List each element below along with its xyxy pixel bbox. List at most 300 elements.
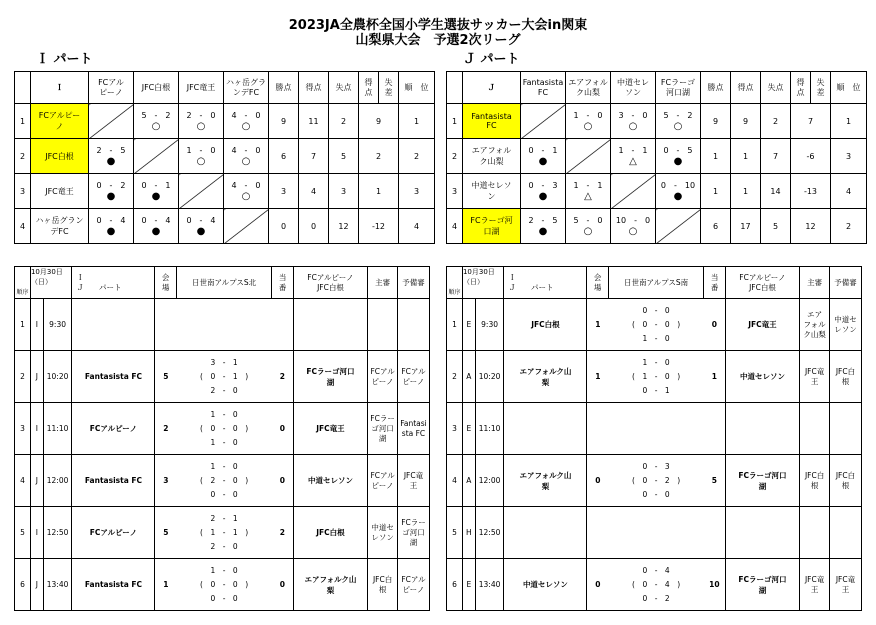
schedule-away-score: 0 <box>272 559 293 611</box>
schedule-row-no: 4 <box>15 455 31 507</box>
standings-points: 0 <box>269 209 299 244</box>
standings-goals-against: 14 <box>761 174 791 209</box>
schedule-date-header: 10月30日（日） <box>462 267 504 299</box>
result-score: 1 - 0 <box>186 146 216 155</box>
schedule-row-no: 1 <box>447 299 463 351</box>
schedule-row-no: 2 <box>447 351 463 403</box>
schedule-away-score: 2 <box>272 351 293 403</box>
result-mark: △ <box>584 191 592 202</box>
schedule-away-team: FCラーゴ河口 湖 <box>725 559 799 611</box>
schedule-home-team: Fantasista FC <box>72 455 155 507</box>
schedule-half-scores <box>608 403 704 455</box>
schedule-time: 12:50 <box>43 507 72 559</box>
schedule-date-header: 10月30日（日） <box>30 267 72 299</box>
schedule-time: 11:10 <box>43 403 72 455</box>
standings-goals-against: 12 <box>329 209 359 244</box>
schedule-home-score: 1 <box>587 351 608 403</box>
result-mark: ○ <box>196 156 206 167</box>
result-mark: ○ <box>673 121 683 132</box>
standings-points: 6 <box>269 139 299 174</box>
schedule-order-header: 順序 <box>15 267 31 299</box>
schedule-away-team: JFC竜王 <box>725 299 799 351</box>
standings-col-header: ハヶ岳グラ ンデFC <box>224 72 269 104</box>
schedule-part: J <box>30 559 43 611</box>
schedule-part-header: Ｉ Ｊ パート <box>72 267 155 299</box>
schedule-away-score: 0 <box>704 299 725 351</box>
standings-stat-header: 得 点 <box>791 72 811 104</box>
standings-stat-header: 順 位 <box>831 72 867 104</box>
result-score: 0 - 1 <box>528 146 558 155</box>
schedule-referee: FCアル ピーノ <box>368 455 398 507</box>
schedule-part: J <box>30 351 43 403</box>
schedule-away-team: JFC竜王 <box>293 403 367 455</box>
schedule-part: I <box>30 507 43 559</box>
schedule-home-team <box>504 403 587 455</box>
result-score: 1 - 1 <box>618 146 648 155</box>
schedule-half-scores: 0 - 3 ( 0 - 2 ) 0 - 0 <box>608 455 704 507</box>
schedule-time: 11:10 <box>475 403 504 455</box>
schedule-table-north <box>14 266 430 611</box>
schedule-part-header: Ｉ Ｊ パート <box>504 267 587 299</box>
standings-goals-for: 7 <box>299 139 329 174</box>
schedule-home-score: 3 <box>155 455 176 507</box>
standings-goal-diff: 1 <box>359 174 399 209</box>
schedule-home-team <box>504 507 587 559</box>
part-i-label: Ｉ パート <box>36 52 93 67</box>
schedule-referee: FCラー ゴ河口 湖 <box>368 403 398 455</box>
standings-team-name: ハヶ岳グラン デFC <box>31 209 89 244</box>
part-j-label: Ｊ パート <box>463 52 520 67</box>
schedule-home-team: エアフォルク山 梨 <box>504 455 587 507</box>
standings-result-cell <box>521 139 566 174</box>
standings-result-cell <box>179 139 224 174</box>
standings-table-i <box>14 71 435 244</box>
standings-result-cell <box>566 209 611 244</box>
standings-diagonal-cell <box>134 139 179 174</box>
schedule-away-team <box>725 403 799 455</box>
schedule-reserve-referee <box>829 507 861 559</box>
result-score: 1 - 1 <box>573 181 603 190</box>
result-mark: ○ <box>151 121 161 132</box>
standings-result-cell <box>611 139 656 174</box>
schedule-away-team: エアフォルク山 梨 <box>293 559 367 611</box>
result-mark: ● <box>196 226 206 237</box>
standings-stat-header: 得点 <box>299 72 329 104</box>
result-mark: ● <box>106 156 116 167</box>
schedule-row-no: 5 <box>15 507 31 559</box>
schedule-half-scores: 0 - 4 ( 0 - 4 ) 0 - 2 <box>608 559 704 611</box>
schedule-home-team: 中道セレソン <box>504 559 587 611</box>
standings-points: 1 <box>701 139 731 174</box>
standings-stat-header: 失 差 <box>379 72 399 104</box>
page-subtitle: 山梨県大会 予選2次リーグ <box>355 33 521 48</box>
schedule-row-no: 6 <box>15 559 31 611</box>
standings-team-name: JFC白根 <box>31 139 89 174</box>
standings-corner-blank <box>447 72 463 104</box>
result-score: 0 - 3 <box>528 181 558 190</box>
schedule-reserve-referee: JFC竜 王 <box>829 559 861 611</box>
standings-col-header: JFC白根 <box>134 72 179 104</box>
result-mark: ○ <box>628 226 638 237</box>
standings-row-no: 2 <box>15 139 31 174</box>
standings-result-cell <box>656 174 701 209</box>
schedule-referee: JFC竜 王 <box>800 351 830 403</box>
schedule-reserve-referee: FCアル ピーノ <box>397 351 429 403</box>
result-score: 2 - 5 <box>528 216 558 225</box>
standings-col-header: 中道セレ ソン <box>611 72 656 104</box>
schedule-half-scores: 2 - 1 ( 1 - 1 ) 2 - 0 <box>176 507 272 559</box>
result-mark: △ <box>629 156 637 167</box>
standings-goals-against: 7 <box>761 139 791 174</box>
schedule-home-team: Fantasista FC <box>72 351 155 403</box>
schedule-time: 10:20 <box>43 351 72 403</box>
schedule-away-team: 中道セレソン <box>293 455 367 507</box>
standings-col-header: Fantasista FC <box>521 72 566 104</box>
standings-rank: 1 <box>399 104 435 139</box>
standings-diagonal-cell <box>521 104 566 139</box>
schedule-half-scores: 0 - 0 ( 0 - 0 ) 1 - 0 <box>608 299 704 351</box>
schedule-home-team: FCアルピーノ <box>72 403 155 455</box>
result-mark: ○ <box>583 226 593 237</box>
schedule-part: E <box>462 299 475 351</box>
schedule-row-no: 4 <box>447 455 463 507</box>
schedule-part: I <box>30 403 43 455</box>
schedule-reserve-referee-header: 予備審 <box>829 267 861 299</box>
standings-corner: Ｉ <box>31 72 89 104</box>
standings-result-cell <box>521 174 566 209</box>
schedule-part: I <box>30 299 43 351</box>
schedule-reserve-referee: 中道セ レソン <box>829 299 861 351</box>
standings-col-header: エアフォル ク山梨 <box>566 72 611 104</box>
schedule-home-team: FCアルピーノ <box>72 507 155 559</box>
standings-rank: 3 <box>399 174 435 209</box>
standings-result-cell <box>656 104 701 139</box>
standings-points: 6 <box>701 209 731 244</box>
standings-points: 9 <box>269 104 299 139</box>
schedule-home-score: 2 <box>155 403 176 455</box>
result-score: 4 - 0 <box>231 146 261 155</box>
schedule-home-score: 5 <box>155 351 176 403</box>
standings-col-header: FCラーゴ 河口湖 <box>656 72 701 104</box>
schedule-time: 9:30 <box>43 299 72 351</box>
schedule-away-score: 5 <box>704 455 725 507</box>
standings-goal-diff: 2 <box>359 139 399 174</box>
standings-goal-diff: -6 <box>791 139 831 174</box>
schedule-away-score: 1 <box>704 351 725 403</box>
schedule-time: 12:00 <box>43 455 72 507</box>
schedule-time: 12:00 <box>475 455 504 507</box>
schedule-time: 13:40 <box>43 559 72 611</box>
schedule-away-score: 0 <box>272 403 293 455</box>
standings-result-cell <box>179 209 224 244</box>
standings-team-name: 中道セレソ ン <box>463 174 521 209</box>
schedule-away-team: FCラーゴ河口 湖 <box>293 351 367 403</box>
standings-result-cell <box>656 139 701 174</box>
standings-col-header: JFC竜王 <box>179 72 224 104</box>
standings-goals-for: 1 <box>731 139 761 174</box>
schedule-table-south <box>446 266 862 611</box>
result-mark: ○ <box>196 121 206 132</box>
standings-rank: 2 <box>831 209 867 244</box>
standings-rank: 3 <box>831 139 867 174</box>
schedule-part: H <box>462 507 475 559</box>
schedule-home-score: 5 <box>155 507 176 559</box>
schedule-referee-header: 主審 <box>368 267 398 299</box>
schedule-reserve-referee <box>397 299 429 351</box>
schedule-away-team: FCラーゴ河口 湖 <box>725 455 799 507</box>
schedule-row-no: 6 <box>447 559 463 611</box>
schedule-referee <box>800 403 830 455</box>
schedule-away-team: 中道セレソン <box>725 351 799 403</box>
schedule-referee <box>368 299 398 351</box>
standings-result-cell <box>134 104 179 139</box>
result-mark: ● <box>106 191 116 202</box>
schedule-home-team <box>72 299 155 351</box>
standings-goals-against: 2 <box>761 104 791 139</box>
result-mark: ● <box>538 191 548 202</box>
standings-row-no: 2 <box>447 139 463 174</box>
standings-col-header: FCアル ピーノ <box>89 72 134 104</box>
result-mark: ○ <box>583 121 593 132</box>
schedule-away-score: 0 <box>272 455 293 507</box>
standings-goal-diff: 7 <box>791 104 831 139</box>
schedule-reserve-referee: FCラー ゴ河口 湖 <box>397 507 429 559</box>
standings-points: 9 <box>701 104 731 139</box>
schedule-time: 10:20 <box>475 351 504 403</box>
schedule-row-no: 2 <box>15 351 31 403</box>
standings-row-no: 3 <box>447 174 463 209</box>
result-score: 5 - 2 <box>141 111 171 120</box>
standings-row-no: 4 <box>447 209 463 244</box>
standings-diagonal-cell <box>179 174 224 209</box>
schedule-home-score <box>587 507 608 559</box>
result-score: 5 - 2 <box>663 111 693 120</box>
standings-row-no: 1 <box>15 104 31 139</box>
schedule-reserve-referee: Fantasi sta FC <box>397 403 429 455</box>
standings-goal-diff: -12 <box>359 209 399 244</box>
result-score: 10 - 0 <box>615 216 651 225</box>
schedule-away-team <box>293 299 367 351</box>
result-mark: ● <box>151 191 161 202</box>
schedule-half-scores: 1 - 0 ( 2 - 0 ) 0 - 0 <box>176 455 272 507</box>
schedule-court-header: 会 場 <box>155 267 176 299</box>
schedule-half-scores <box>608 507 704 559</box>
result-score: 3 - 0 <box>618 111 648 120</box>
standings-goals-for: 17 <box>731 209 761 244</box>
standings-diagonal-cell <box>566 139 611 174</box>
schedule-half-scores: 1 - 0 ( 0 - 0 ) 0 - 0 <box>176 559 272 611</box>
standings-result-cell <box>134 174 179 209</box>
schedule-duty-teams: FCアルピーノ JFC白根 <box>293 267 367 299</box>
result-score: 1 - 0 <box>573 111 603 120</box>
schedule-venue-header: 日世南アルプスS南 <box>608 267 704 299</box>
standings-stat-header: 失点 <box>761 72 791 104</box>
result-score: 0 - 10 <box>660 181 696 190</box>
schedule-row-no: 3 <box>15 403 31 455</box>
result-mark: ● <box>151 226 161 237</box>
schedule-home-score <box>155 299 176 351</box>
standings-result-cell <box>224 104 269 139</box>
standings-team-name: FCアルピー ノ <box>31 104 89 139</box>
result-score: 2 - 5 <box>96 146 126 155</box>
standings-result-cell <box>134 209 179 244</box>
standings-team-name: JFC竜王 <box>31 174 89 209</box>
schedule-home-score: 1 <box>155 559 176 611</box>
standings-goals-for: 9 <box>731 104 761 139</box>
schedule-away-score: 2 <box>272 507 293 559</box>
schedule-away-team <box>725 507 799 559</box>
schedule-away-team: JFC白根 <box>293 507 367 559</box>
standings-goals-against: 2 <box>329 104 359 139</box>
schedule-row-no: 5 <box>447 507 463 559</box>
schedule-referee: JFC白 根 <box>368 559 398 611</box>
schedule-venue-header: 日世南アルプスS北 <box>176 267 272 299</box>
standings-row-no: 1 <box>447 104 463 139</box>
result-mark: ○ <box>241 191 251 202</box>
standings-stat-header: 失点 <box>329 72 359 104</box>
schedule-home-score: 0 <box>587 455 608 507</box>
standings-stat-header: 勝点 <box>269 72 299 104</box>
standings-result-cell <box>89 174 134 209</box>
result-score: 5 - 0 <box>573 216 603 225</box>
standings-goals-for: 11 <box>299 104 329 139</box>
standings-result-cell <box>179 104 224 139</box>
schedule-part: E <box>462 559 475 611</box>
schedule-away-score: 10 <box>704 559 725 611</box>
schedule-home-score: 1 <box>587 299 608 351</box>
schedule-row-no: 3 <box>447 403 463 455</box>
result-mark: ○ <box>241 156 251 167</box>
standings-goals-against: 5 <box>329 139 359 174</box>
schedule-reserve-referee: JFC白 根 <box>829 455 861 507</box>
schedule-duty-header: 当 番 <box>272 267 293 299</box>
schedule-referee <box>800 507 830 559</box>
standings-points: 3 <box>269 174 299 209</box>
schedule-part: A <box>462 351 475 403</box>
schedule-part: A <box>462 455 475 507</box>
schedule-half-scores: 1 - 0 ( 1 - 0 ) 0 - 1 <box>608 351 704 403</box>
standings-points: 1 <box>701 174 731 209</box>
schedule-time: 13:40 <box>475 559 504 611</box>
standings-rank: 4 <box>831 174 867 209</box>
schedule-referee-header: 主審 <box>800 267 830 299</box>
standings-team-name: FCラーゴ河 口湖 <box>463 209 521 244</box>
result-score: 2 - 0 <box>186 111 216 120</box>
schedule-away-score <box>704 507 725 559</box>
schedule-reserve-referee-header: 予備審 <box>397 267 429 299</box>
schedule-reserve-referee <box>829 403 861 455</box>
schedule-time: 12:50 <box>475 507 504 559</box>
standings-result-cell <box>224 139 269 174</box>
schedule-referee: 中道セ レソン <box>368 507 398 559</box>
standings-goals-for: 1 <box>731 174 761 209</box>
schedule-part: E <box>462 403 475 455</box>
standings-result-cell <box>521 209 566 244</box>
schedule-referee: エア フォル ク山梨 <box>800 299 830 351</box>
standings-result-cell <box>89 209 134 244</box>
schedule-order-header: 順序 <box>447 267 463 299</box>
standings-goals-against: 5 <box>761 209 791 244</box>
schedule-home-team: JFC白根 <box>504 299 587 351</box>
result-score: 4 - 0 <box>231 111 261 120</box>
schedule-row-no: 1 <box>15 299 31 351</box>
standings-rank: 4 <box>399 209 435 244</box>
schedule-duty-teams: FCアルピーノ JFC白根 <box>725 267 799 299</box>
result-score: 0 - 4 <box>96 216 126 225</box>
result-mark: ● <box>673 156 683 167</box>
standings-goals-for: 0 <box>299 209 329 244</box>
result-mark: ● <box>538 226 548 237</box>
result-mark: ● <box>106 226 116 237</box>
standings-result-cell <box>89 139 134 174</box>
standings-team-name: Fantasista FC <box>463 104 521 139</box>
schedule-half-scores <box>176 299 272 351</box>
result-mark: ○ <box>241 121 251 132</box>
schedule-part: J <box>30 455 43 507</box>
result-score: 0 - 2 <box>96 181 126 190</box>
standings-diagonal-cell <box>611 174 656 209</box>
standings-team-name: エアフォル ク山梨 <box>463 139 521 174</box>
schedule-home-score <box>587 403 608 455</box>
standings-stat-header: 得点 <box>731 72 761 104</box>
schedule-court-header: 会 場 <box>587 267 608 299</box>
schedule-reserve-referee: JFC白 根 <box>829 351 861 403</box>
standings-result-cell <box>566 104 611 139</box>
schedule-reserve-referee: FCアル ピーノ <box>397 559 429 611</box>
schedule-referee: JFC竜 王 <box>800 559 830 611</box>
schedule-home-score: 0 <box>587 559 608 611</box>
standings-stat-header: 得 点 <box>359 72 379 104</box>
result-mark: ● <box>538 156 548 167</box>
standings-stat-header: 失 差 <box>811 72 831 104</box>
schedule-duty-header: 当 番 <box>704 267 725 299</box>
standings-rank: 1 <box>831 104 867 139</box>
standings-result-cell <box>566 174 611 209</box>
standings-row-no: 4 <box>15 209 31 244</box>
standings-result-cell <box>611 104 656 139</box>
standings-stat-header: 勝点 <box>701 72 731 104</box>
schedule-away-score <box>272 299 293 351</box>
standings-goals-against: 3 <box>329 174 359 209</box>
schedule-referee: FCアル ピーノ <box>368 351 398 403</box>
schedule-home-team: Fantasista FC <box>72 559 155 611</box>
schedule-referee: JFC白 根 <box>800 455 830 507</box>
standings-diagonal-cell <box>656 209 701 244</box>
standings-goal-diff: 9 <box>359 104 399 139</box>
standings-corner-blank <box>15 72 31 104</box>
standings-row-no: 3 <box>15 174 31 209</box>
result-score: 4 - 0 <box>231 181 261 190</box>
schedule-away-score <box>704 403 725 455</box>
standings-result-cell <box>224 174 269 209</box>
schedule-home-team: エアフォルク山 梨 <box>504 351 587 403</box>
schedule-time: 9:30 <box>475 299 504 351</box>
standings-goal-diff: 12 <box>791 209 831 244</box>
page-title: 2023JA全農杯全国小学生選抜サッカー大会in関東 <box>288 18 588 33</box>
standings-corner: Ｊ <box>463 72 521 104</box>
standings-diagonal-cell <box>224 209 269 244</box>
standings-table-j <box>446 71 867 244</box>
result-score: 0 - 4 <box>186 216 216 225</box>
standings-goal-diff: -13 <box>791 174 831 209</box>
standings-rank: 2 <box>399 139 435 174</box>
standings-stat-header: 順 位 <box>399 72 435 104</box>
result-score: 0 - 5 <box>663 146 693 155</box>
result-mark: ○ <box>628 121 638 132</box>
schedule-reserve-referee: JFC竜 王 <box>397 455 429 507</box>
standings-result-cell <box>611 209 656 244</box>
schedule-half-scores: 3 - 1 ( 0 - 1 ) 2 - 0 <box>176 351 272 403</box>
